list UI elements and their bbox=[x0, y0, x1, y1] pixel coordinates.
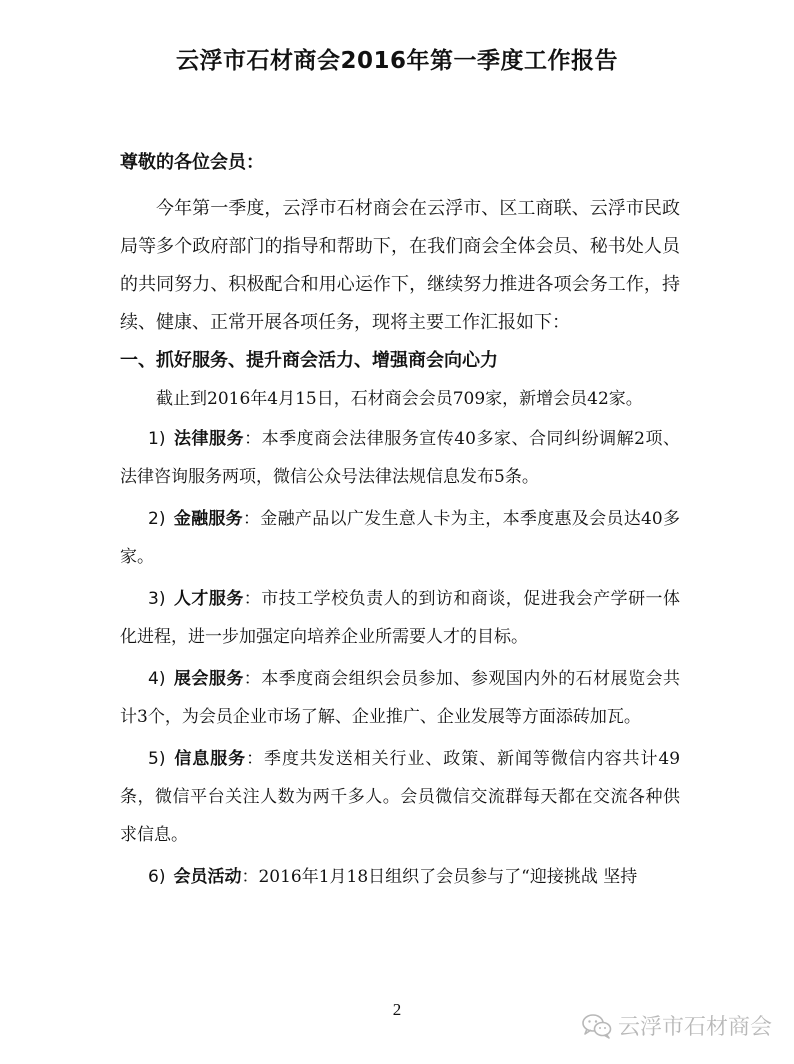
item-label: 展会服务 bbox=[173, 669, 244, 689]
section-heading: 一、抓好服务、提升商会活力、增强商会向心力 bbox=[120, 350, 498, 371]
item-text: ：季度共发送相关行业、政策、新闻等微信内容共计49条，微信平台关注人数为两千多人。会员微信交流群每天都在交流各种供求信息。 bbox=[120, 749, 681, 845]
intro-paragraph: 今年第一季度，云浮市石材商会在云浮市、区工商联、云浮市民政局等多个政府部门的指导和帮助下，在我们商会全体会员、秘书处人员的共同努力、积极配合和用心运作下，继续努力推进各项会务工作，持续、健康、正常开展各项任务，现将主要工作汇报如下： bbox=[120, 198, 680, 333]
item-text: ：市技工学校负责人的到访和商谈，促进我会产学研一体化进程，进一步加强定向培养企业所需要人才的目标。 bbox=[120, 589, 681, 647]
page-title: 云浮市石材商会2016年第一季度工作报告 bbox=[175, 48, 618, 74]
item-number: 4) bbox=[148, 669, 166, 689]
wechat-icon bbox=[582, 1013, 612, 1039]
list-item bbox=[120, 580, 680, 656]
item-text: ：本季度商会法律服务宣传40多家、合同纠纷调解2项、法律咨询服务两项，微信公众号法律法规信息发布5条。 bbox=[120, 429, 681, 487]
item-number: 2) bbox=[148, 509, 166, 529]
item-label: 金融服务 bbox=[173, 509, 243, 529]
item-number: 5) bbox=[148, 749, 166, 769]
item-number: 3) bbox=[148, 589, 166, 609]
member-summary: 截止到2016年4月15日，石材商会会员709家，新增会员42家。 bbox=[156, 389, 643, 409]
list-item bbox=[120, 660, 680, 736]
item-label: 会员活动 bbox=[173, 867, 242, 887]
item-number: 1) bbox=[148, 429, 166, 449]
watermark-text: 云浮市石材商会 bbox=[617, 1015, 772, 1040]
list-item bbox=[120, 858, 680, 896]
list-item bbox=[120, 500, 680, 576]
watermark bbox=[582, 1010, 772, 1041]
salutation: 尊敬的各位会员： bbox=[120, 152, 264, 173]
item-text: ：2016年1月18日组织了会员参与了“迎接挑战 坚持 bbox=[241, 867, 638, 887]
list-item bbox=[120, 420, 680, 496]
list-item bbox=[120, 740, 680, 854]
page-number: 2 bbox=[392, 1000, 402, 1019]
item-label: 信息服务 bbox=[173, 749, 247, 769]
item-text: ：本季度商会组织会员参加、参观国内外的石材展览会共计3个，为会员企业市场了解、企业推广、企业发展等方面添砖加瓦。 bbox=[120, 669, 681, 727]
document-body bbox=[120, 150, 680, 900]
item-text: ：金融产品以广发生意人卡为主，本季度惠及会员达40多家。 bbox=[120, 509, 681, 567]
item-number: 6) bbox=[148, 867, 166, 887]
item-label: 法律服务 bbox=[173, 429, 245, 449]
item-label: 人才服务 bbox=[173, 589, 244, 609]
